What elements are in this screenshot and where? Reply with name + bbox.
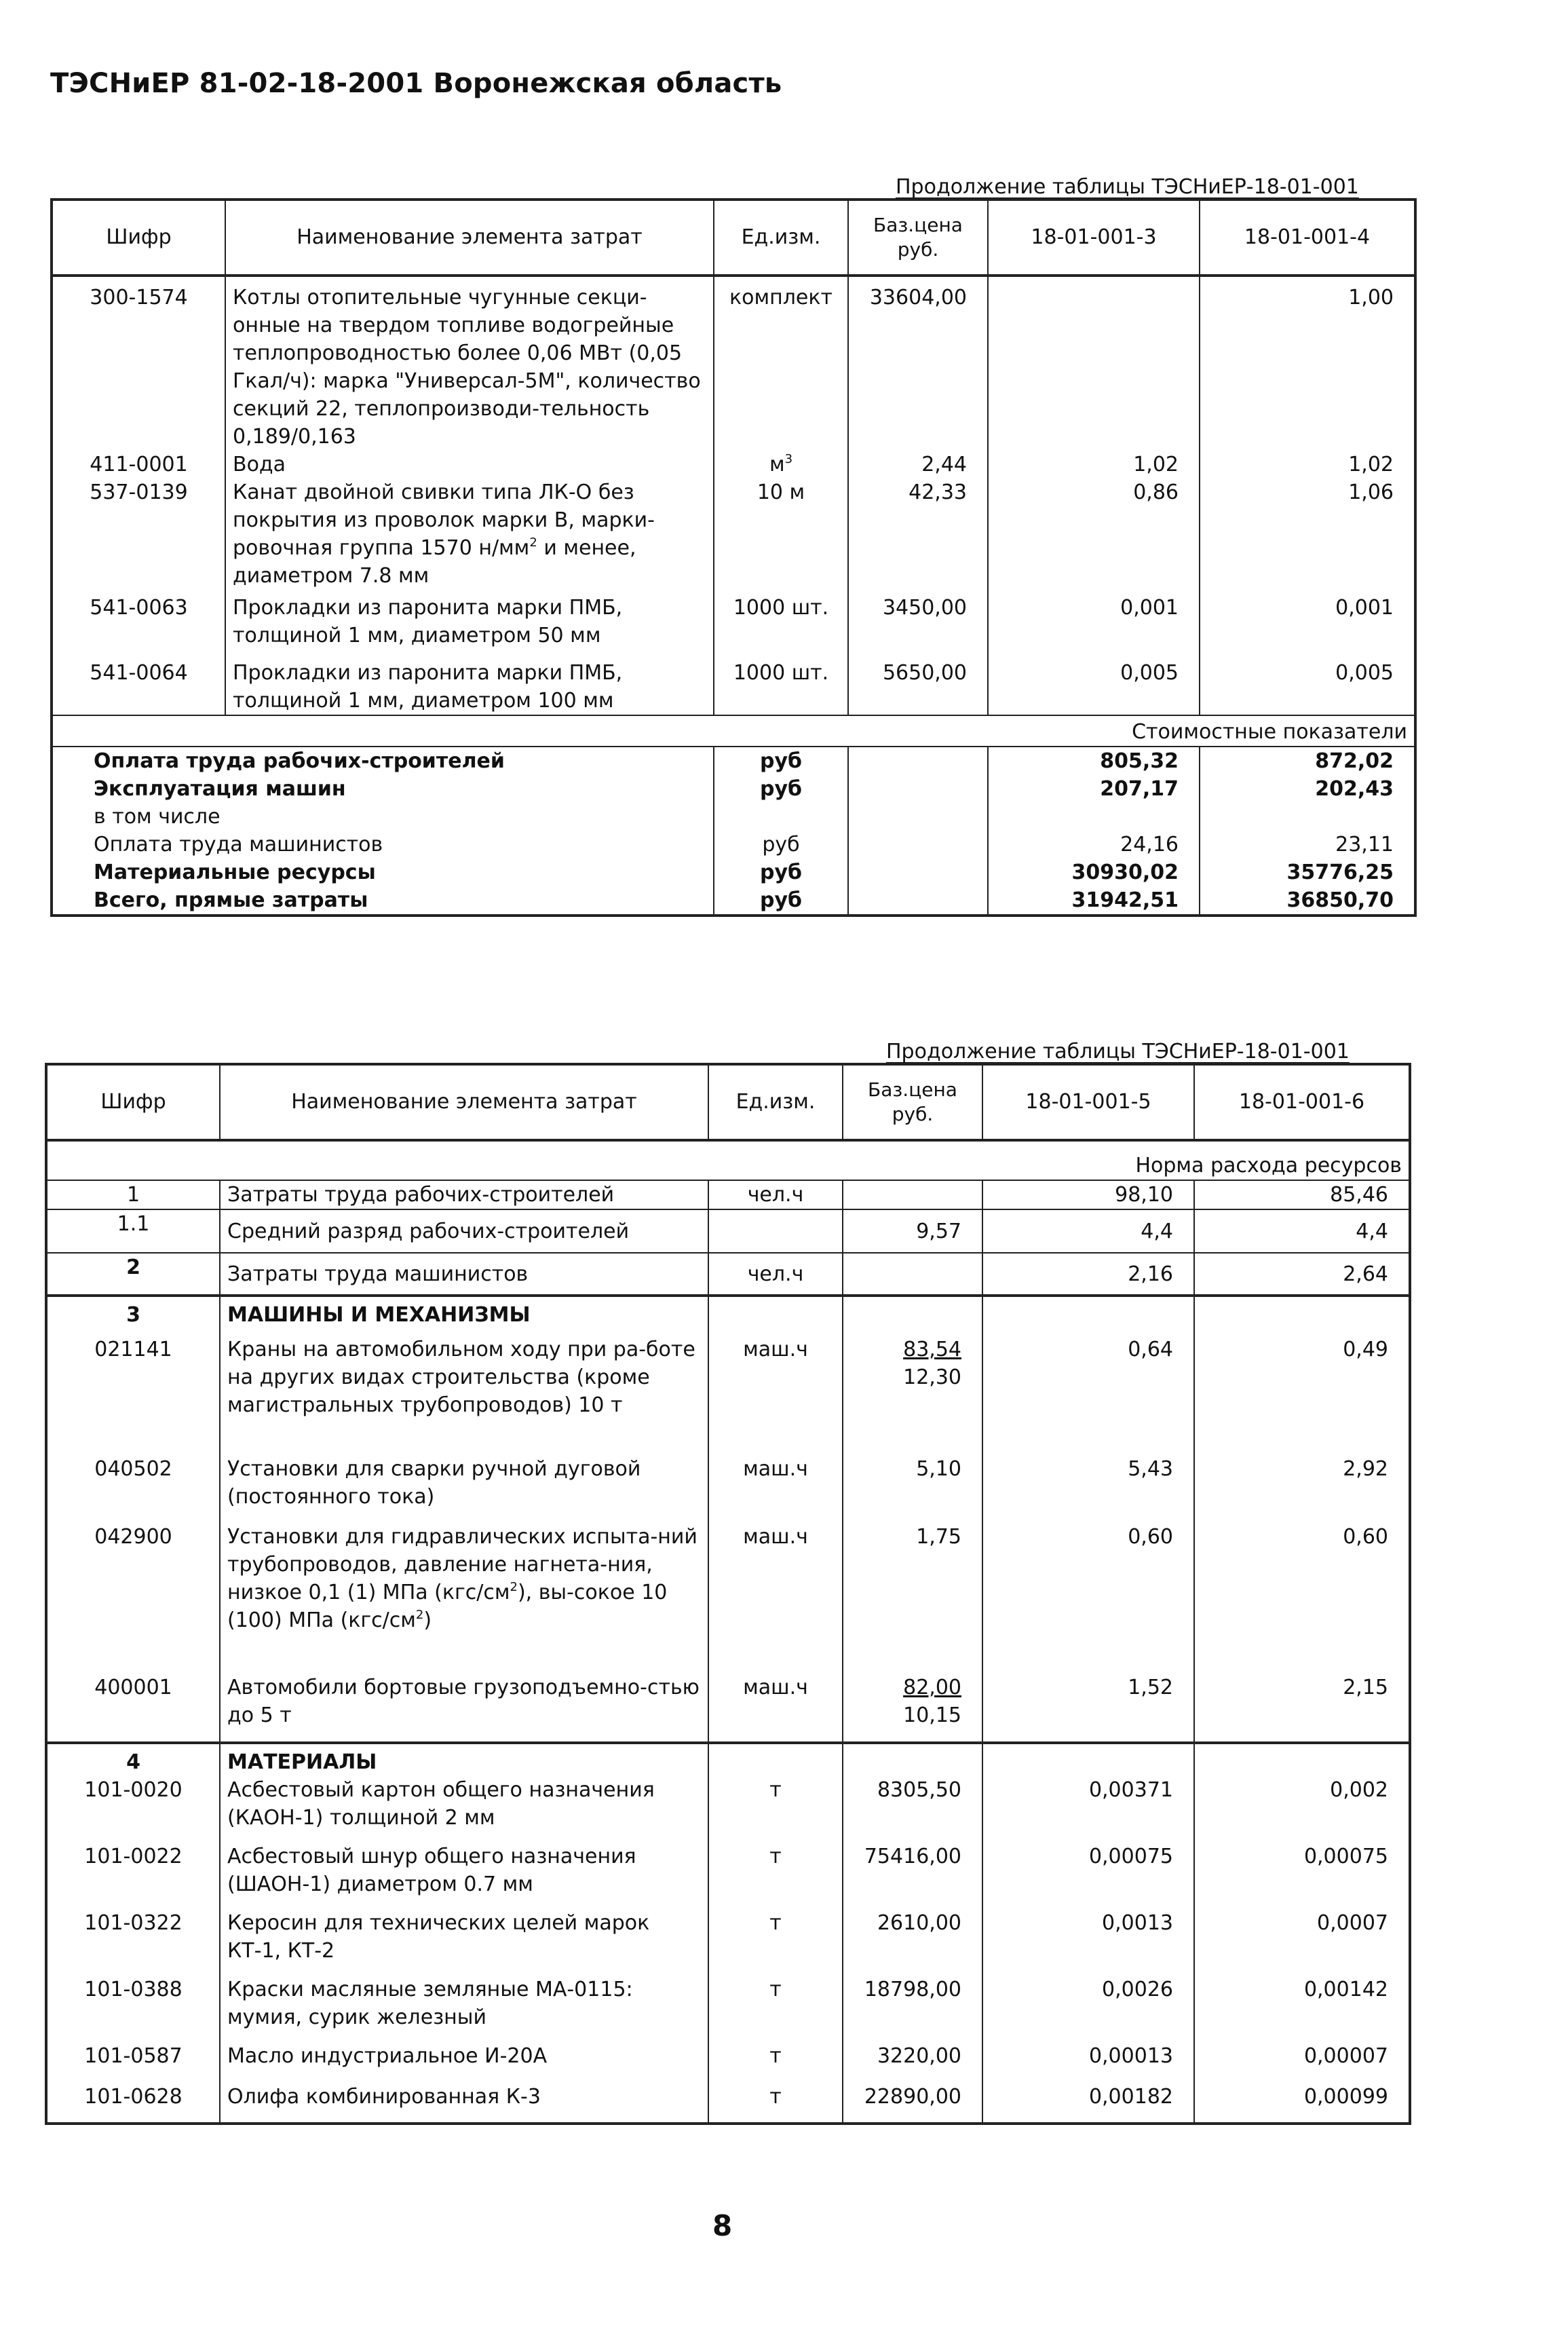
table-row	[52, 451, 1415, 478]
total-empty	[848, 803, 988, 831]
totals-row	[52, 886, 1415, 916]
row-c1	[988, 276, 1200, 451]
totals-row	[52, 803, 1415, 831]
table-row	[46, 1455, 1410, 1523]
name-sup: 2	[510, 1580, 518, 1594]
group-row-machines	[46, 1296, 1410, 1329]
row-code: 040502	[46, 1455, 220, 1523]
row-unit: т	[708, 2083, 843, 2124]
total-empty	[848, 775, 988, 803]
row-code: 541-0063	[52, 594, 225, 659]
name-sup: 2	[529, 535, 537, 550]
row-price: 22890,00	[843, 2083, 982, 2124]
row-c1: 1,02	[988, 451, 1200, 478]
totals-row	[52, 831, 1415, 859]
row-name: Вода	[225, 451, 714, 478]
table1-header-row	[52, 200, 1415, 276]
total-unit: руб	[714, 886, 848, 916]
section-row	[52, 715, 1415, 747]
total-c1: 30930,02	[988, 859, 1200, 886]
page-number: 8	[712, 2209, 733, 2242]
row-c2: 0,0007	[1194, 1909, 1410, 1976]
name-sup: 2	[415, 1608, 424, 1622]
row-name: Установки для сварки ручной дуговой (постоянного тока)	[220, 1455, 708, 1523]
row-price: 9,57	[843, 1209, 982, 1253]
row-c1: 0,0026	[982, 1976, 1194, 2042]
price-underlined: 83,54	[903, 1338, 961, 1361]
total-unit: руб	[714, 859, 848, 886]
row-name: Автомобили бортовые грузоподъемно-стью до 5 т	[220, 1674, 708, 1743]
total-c1: 24,16	[988, 831, 1200, 859]
total-label: Оплата труда рабочих-строителей	[52, 747, 714, 775]
name-part: Канат двойной свивки типа ЛК-О без покрытия из проволок марки В, марки-ровочная группа 1570 н/мм	[233, 481, 655, 560]
row-price: 5,10	[843, 1455, 982, 1523]
row-unit: маш.ч	[708, 1523, 843, 1674]
unit-text: м	[769, 453, 785, 476]
total-c1: 31942,51	[988, 886, 1200, 916]
row-c1: 0,86	[988, 478, 1200, 594]
row-unit: маш.ч	[708, 1329, 843, 1455]
section-row	[46, 1140, 1410, 1180]
row-price	[843, 1296, 982, 1329]
row-c1: 0,00182	[982, 2083, 1194, 2124]
row-c2: 2,64	[1194, 1253, 1410, 1296]
row-unit: чел.ч	[708, 1253, 843, 1296]
name-part: )	[423, 1608, 432, 1632]
row-c2: 0,001	[1200, 594, 1415, 659]
row-code: 300-1574	[52, 276, 225, 451]
row-c1: 2,16	[982, 1253, 1194, 1296]
table-row	[52, 276, 1415, 451]
row-unit: маш.ч	[708, 1674, 843, 1743]
name-part: Установки для гидравлических испыта-ний трубопроводов, давление нагнета-ния, низкое 0,1 (1) МПа (кгс/см	[227, 1525, 697, 1604]
row-name: Керосин для технических целей марок КТ-1, КТ-2	[220, 1909, 708, 1976]
col-name-header: Наименование элемента затрат	[220, 1064, 708, 1140]
col-base-price-header: Баз.цена руб.	[843, 1064, 982, 1140]
row-price	[843, 1743, 982, 1776]
row-c1: 0,0013	[982, 1909, 1194, 1976]
name-part: и менее, диаметром 7.8 мм	[233, 536, 636, 588]
col-unit-header: Ед.изм.	[708, 1064, 843, 1140]
col-name-header: Наименование элемента затрат	[225, 200, 714, 276]
row-c1: 1,52	[982, 1674, 1194, 1743]
totals-row	[52, 775, 1415, 803]
row-price: 3450,00	[848, 594, 988, 659]
total-empty	[848, 859, 988, 886]
total-c2: 202,43	[1200, 775, 1415, 803]
row-unit: 10 м	[714, 478, 848, 594]
price-second: 12,30	[903, 1365, 961, 1389]
table-row	[46, 1253, 1410, 1296]
row-c1: 0,64	[982, 1329, 1194, 1455]
price-underlined: 82,00	[903, 1676, 961, 1699]
row-c2: 0,00142	[1194, 1976, 1410, 2042]
row-price: 33604,00	[848, 276, 988, 451]
row-c2: 0,00099	[1194, 2083, 1410, 2124]
row-c2	[1194, 1743, 1410, 1776]
row-code: 101-0020	[46, 1776, 220, 1843]
table-row	[46, 1843, 1410, 1909]
row-unit: т	[708, 1843, 843, 1909]
table1	[50, 198, 1417, 917]
row-c2: 1,00	[1200, 276, 1415, 451]
row-c1: 0,001	[988, 594, 1200, 659]
row-c1	[982, 1296, 1194, 1329]
row-c1: 0,60	[982, 1523, 1194, 1674]
group-row-materials	[46, 1743, 1410, 1776]
row-name: Прокладки из паронита марки ПМБ, толщиной 1 мм, диаметром 100 мм	[225, 659, 714, 715]
table-row	[46, 1909, 1410, 1976]
row-name: Краски масляные земляные МА-0115: мумия, сурик железный	[220, 1976, 708, 2042]
row-code: 400001	[46, 1674, 220, 1743]
row-code: 101-0388	[46, 1976, 220, 2042]
table-row	[46, 2042, 1410, 2083]
total-unit: руб	[714, 831, 848, 859]
total-c2: 23,11	[1200, 831, 1415, 859]
row-c1: 0,00075	[982, 1843, 1194, 1909]
row-price: 75416,00	[843, 1843, 982, 1909]
total-c1: 805,32	[988, 747, 1200, 775]
total-empty	[848, 831, 988, 859]
row-code: 101-0587	[46, 2042, 220, 2083]
table-row	[46, 1523, 1410, 1674]
row-c2: 0,005	[1200, 659, 1415, 715]
row-code: 101-0628	[46, 2083, 220, 2124]
row-c2: 0,49	[1194, 1329, 1410, 1455]
row-unit	[708, 1743, 843, 1776]
row-name: Краны на автомобильном ходу при ра-боте на других видах строительства (кроме магистральных трубопроводов) 10 т	[220, 1329, 708, 1455]
row-c1	[982, 1743, 1194, 1776]
row-price: 1,75	[843, 1523, 982, 1674]
row-code: 4	[46, 1743, 220, 1776]
row-c2: 0,002	[1194, 1776, 1410, 1843]
col-code-header: Шифр	[52, 200, 225, 276]
row-name	[220, 1523, 708, 1674]
row-unit: маш.ч	[708, 1455, 843, 1523]
table1-caption: Продолжение таблицы ТЭСНиЕР-18-01-001	[896, 175, 1359, 199]
table-row	[46, 1776, 1410, 1843]
table-row	[46, 2083, 1410, 2124]
total-empty	[848, 747, 988, 775]
total-c2: 36850,70	[1200, 886, 1415, 916]
col-unit-header: Ед.изм.	[714, 200, 848, 276]
col-base-price-header: Баз.цена руб.	[848, 200, 988, 276]
row-name: МАТЕРИАЛЫ	[220, 1743, 708, 1776]
row-c2: 2,15	[1194, 1674, 1410, 1743]
table-row	[52, 594, 1415, 659]
total-label: Оплата труда машинистов	[52, 831, 714, 859]
col-18-01-001-3-header: 18-01-001-3	[988, 200, 1200, 276]
row-price: 5650,00	[848, 659, 988, 715]
row-c1: 0,005	[988, 659, 1200, 715]
table-row	[46, 1329, 1410, 1455]
row-price: 42,33	[848, 478, 988, 594]
row-price: 3220,00	[843, 2042, 982, 2083]
row-price: 2,44	[848, 451, 988, 478]
row-name: Олифа комбинированная К-3	[220, 2083, 708, 2124]
total-label: в том числе	[52, 803, 714, 831]
price-second: 10,15	[903, 1703, 961, 1727]
total-unit: руб	[714, 775, 848, 803]
row-c2: 0,00075	[1194, 1843, 1410, 1909]
row-c2: 0,00007	[1194, 2042, 1410, 2083]
row-price	[843, 1180, 982, 1209]
row-c1: 0,00013	[982, 2042, 1194, 2083]
row-name: Котлы отопительные чугунные секци-онные на твердом топливе водогрейные теплопроводностью более 0,06 МВт (0,05 Гкал/ч): марка "Универсал-5М", количество секций 22, теплопроизводи-тельность 0,189/0,163	[225, 276, 714, 451]
row-code: 1.1	[46, 1209, 220, 1253]
row-c2: 0,60	[1194, 1523, 1410, 1674]
row-unit: т	[708, 2042, 843, 2083]
row-c2: 1,06	[1200, 478, 1415, 594]
row-c1: 4,4	[982, 1209, 1194, 1253]
table-row	[46, 1180, 1410, 1209]
table-row	[46, 1209, 1410, 1253]
page-header: ТЭСНиЕР 81-02-18-2001 Воронежская область	[50, 68, 782, 99]
col-code-header: Шифр	[46, 1064, 220, 1140]
col-18-01-001-6-header: 18-01-001-6	[1194, 1064, 1410, 1140]
total-empty	[848, 886, 988, 916]
row-c2: 4,4	[1194, 1209, 1410, 1253]
table-row	[52, 659, 1415, 715]
totals-row	[52, 747, 1415, 775]
total-label: Материальные ресурсы	[52, 859, 714, 886]
row-unit: комплект	[714, 276, 848, 451]
row-c1: 98,10	[982, 1180, 1194, 1209]
row-price	[843, 1253, 982, 1296]
row-name: Асбестовый картон общего назначения (КАОН-1) толщиной 2 мм	[220, 1776, 708, 1843]
total-c2	[1200, 803, 1415, 831]
row-name: Затраты труда рабочих-строителей	[220, 1180, 708, 1209]
row-price	[843, 1329, 982, 1455]
row-price	[843, 1674, 982, 1743]
row-code: 101-0322	[46, 1909, 220, 1976]
row-c2: 1,02	[1200, 451, 1415, 478]
unit-sup: 3	[784, 452, 793, 466]
row-code: 021141	[46, 1329, 220, 1455]
row-price: 18798,00	[843, 1976, 982, 2042]
row-c2: 2,92	[1194, 1455, 1410, 1523]
row-name	[225, 478, 714, 594]
row-code: 042900	[46, 1523, 220, 1674]
row-code: 537-0139	[52, 478, 225, 594]
row-price: 2610,00	[843, 1909, 982, 1976]
row-c2	[1194, 1296, 1410, 1329]
total-c1	[988, 803, 1200, 831]
total-c1: 207,17	[988, 775, 1200, 803]
row-price: 8305,50	[843, 1776, 982, 1843]
row-unit: 1000 шт.	[714, 594, 848, 659]
row-name: МАШИНЫ И МЕХАНИЗМЫ	[220, 1296, 708, 1329]
row-code: 2	[46, 1253, 220, 1296]
col-18-01-001-5-header: 18-01-001-5	[982, 1064, 1194, 1140]
row-unit: 1000 шт.	[714, 659, 848, 715]
section-title: Норма расхода ресурсов	[46, 1140, 1410, 1180]
section-title: Стоимостные показатели	[52, 715, 1415, 747]
row-name: Средний разряд рабочих-строителей	[220, 1209, 708, 1253]
total-c2: 35776,25	[1200, 859, 1415, 886]
table-row	[46, 1976, 1410, 2042]
col-18-01-001-4-header: 18-01-001-4	[1200, 200, 1415, 276]
row-code: 101-0022	[46, 1843, 220, 1909]
table-row	[52, 478, 1415, 594]
row-unit	[714, 451, 848, 478]
row-unit: т	[708, 1909, 843, 1976]
row-code: 1	[46, 1180, 220, 1209]
row-code: 3	[46, 1296, 220, 1329]
row-c1: 5,43	[982, 1455, 1194, 1523]
total-label: Всего, прямые затраты	[52, 886, 714, 916]
name-part: ), вы-сокое 10 (100) МПа (кгс/см	[227, 1581, 668, 1632]
table2-header-row	[46, 1064, 1410, 1140]
totals-row	[52, 859, 1415, 886]
row-unit	[708, 1296, 843, 1329]
row-name: Прокладки из паронита марки ПМБ, толщиной 1 мм, диаметром 50 мм	[225, 594, 714, 659]
row-unit: чел.ч	[708, 1180, 843, 1209]
row-name: Асбестовый шнур общего назначения (ШАОН-1) диаметром 0.7 мм	[220, 1843, 708, 1909]
row-c1: 0,00371	[982, 1776, 1194, 1843]
row-code: 541-0064	[52, 659, 225, 715]
row-c2: 85,46	[1194, 1180, 1410, 1209]
total-unit: руб	[714, 747, 848, 775]
row-name: Масло индустриальное И-20А	[220, 2042, 708, 2083]
total-c2: 872,02	[1200, 747, 1415, 775]
table-row	[46, 1674, 1410, 1743]
table2-caption: Продолжение таблицы ТЭСНиЕР-18-01-001	[886, 1040, 1350, 1063]
row-name: Затраты труда машинистов	[220, 1253, 708, 1296]
row-unit: т	[708, 1776, 843, 1843]
total-unit	[714, 803, 848, 831]
row-unit: т	[708, 1976, 843, 2042]
row-unit	[708, 1209, 843, 1253]
total-label: Эксплуатация машин	[52, 775, 714, 803]
table2	[45, 1063, 1411, 2125]
row-code: 411-0001	[52, 451, 225, 478]
